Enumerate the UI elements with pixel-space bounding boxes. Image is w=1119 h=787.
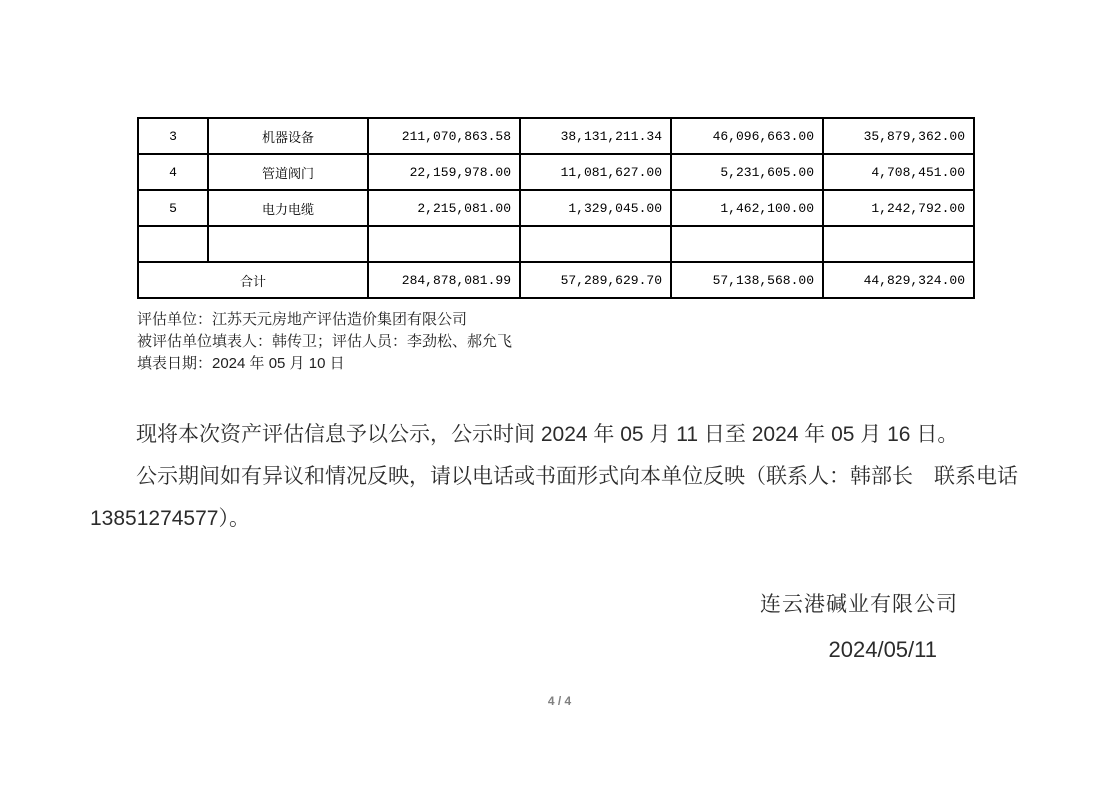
cell-value-1: 2,215,081.00 [368, 190, 520, 226]
cell-asset-name: 管道阀门 [208, 154, 368, 190]
cell-value-1: 22,159,978.00 [368, 154, 520, 190]
page-number: 4 / 4 [547, 694, 572, 708]
notice-line-3: 13851274577）。 [90, 507, 250, 530]
cell-value-4: 4,708,451.00 [823, 154, 974, 190]
cell-value-2: 11,081,627.00 [520, 154, 671, 190]
table-row [138, 154, 974, 190]
cell-value-4 [823, 226, 974, 262]
table-notes [137, 309, 512, 375]
cell-value-3 [671, 226, 823, 262]
public-notice-paragraph [90, 414, 1040, 540]
cell-value-1 [368, 226, 520, 262]
cell-total-label: 合计 [138, 262, 368, 298]
asset-valuation-table [137, 117, 975, 299]
cell-value-4: 1,242,792.00 [823, 190, 974, 226]
table-row [138, 190, 974, 226]
preparer-line: 被评估单位填表人：韩传卫；评估人员：李劲松、郝允飞 [137, 333, 513, 350]
cell-asset-name: 机器设备 [208, 118, 368, 154]
cell-value-3: 1,462,100.00 [671, 190, 823, 226]
appraisal-unit-line: 评估单位：江苏天元房地产评估造价集团有限公司 [137, 311, 468, 328]
cell-total-value-3: 57,138,568.00 [671, 262, 823, 298]
cell-value-4: 35,879,362.00 [823, 118, 974, 154]
cell-index: 4 [138, 154, 208, 190]
cell-total-value-4: 44,829,324.00 [823, 262, 974, 298]
cell-total-value-2: 57,289,629.70 [520, 262, 671, 298]
cell-value-3: 5,231,605.00 [671, 154, 823, 190]
cell-index: 3 [138, 118, 208, 154]
signature-date: 2024/05/11 [828, 637, 937, 662]
cell-index: 5 [138, 190, 208, 226]
cell-asset-name [208, 226, 368, 262]
notice-line-2: 公示期间如有异议和情况反映，请以电话或书面形式向本单位反映（联系人：韩部长 联系电话 [136, 465, 1018, 488]
cell-value-3: 46,096,663.00 [671, 118, 823, 154]
cell-value-1: 211,070,863.58 [368, 118, 520, 154]
cell-value-2 [520, 226, 671, 262]
table-row [138, 118, 974, 154]
signature-company: 连云港碱业有限公司 [760, 592, 958, 616]
cell-index [138, 226, 208, 262]
cell-value-2: 1,329,045.00 [520, 190, 671, 226]
cell-total-value-1: 284,878,081.99 [368, 262, 520, 298]
fill-date-line: 填表日期：2024 年 05 月 10 日 [137, 355, 345, 372]
table-total-row [138, 262, 974, 298]
cell-asset-name: 电力电缆 [208, 190, 368, 226]
notice-line-1: 现将本次资产评估信息予以公示，公示时间 2024 年 05 月 11 日至 2024 年 05 月 16 日。 [136, 423, 959, 446]
table-row-empty [138, 226, 974, 262]
cell-value-2: 38,131,211.34 [520, 118, 671, 154]
